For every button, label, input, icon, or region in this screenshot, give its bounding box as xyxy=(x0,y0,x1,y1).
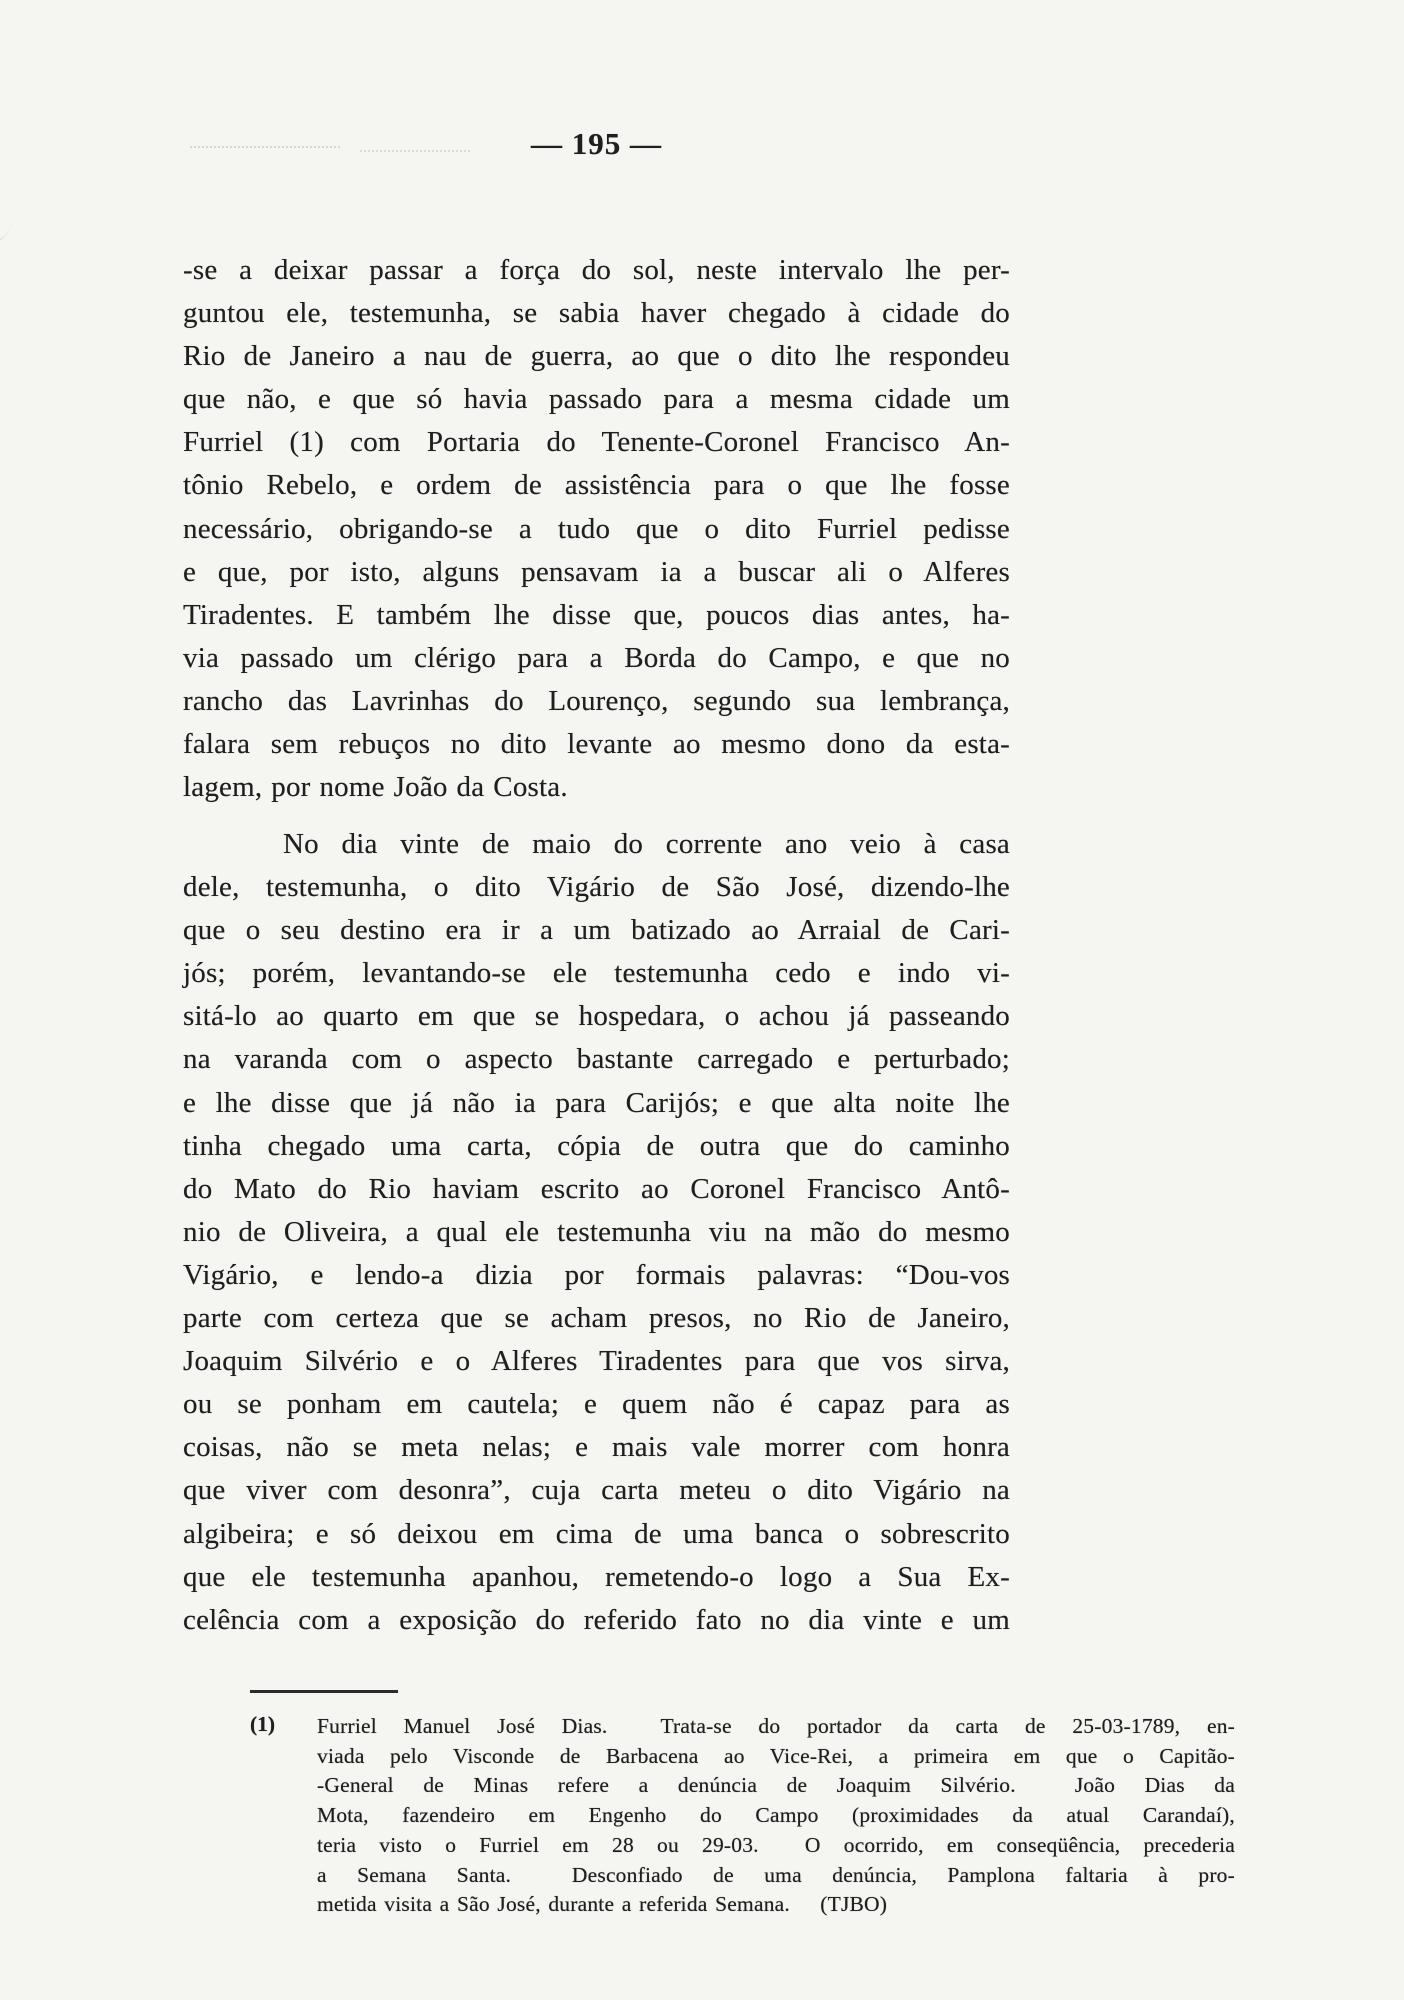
text-line: Furriel Manuel José Dias. Trata-se do portador da carta de 25-03-1789, en- xyxy=(317,1714,1235,1738)
text-line: Tiradentes. E também lhe disse que, poucos dias antes, ha- xyxy=(183,598,1010,631)
footnote-marker: (1) xyxy=(250,1712,276,1736)
text-line: na varanda com o aspecto bastante carregado e perturbado; xyxy=(183,1043,1010,1076)
text-line: Rio de Janeiro a nau de guerra, ao que o dito lhe respondeu xyxy=(183,340,1010,373)
text-line: lagem, por nome João da Costa. xyxy=(183,771,568,804)
text-line: viada pelo Visconde de Barbacena ao Vice-Rei, a primeira em que o Capitão- xyxy=(317,1743,1235,1768)
body-paragraph-1 xyxy=(183,249,1010,809)
text-line: que ele testemunha apanhou, remetendo-o logo a Sua Ex- xyxy=(183,1560,1010,1593)
body-paragraph-2 xyxy=(183,823,1010,1642)
text-line: guntou ele, testemunha, se sabia haver chegado à cidade do xyxy=(183,297,1010,330)
text-line: via passado um clérigo para a Borda do Campo, e que no xyxy=(183,641,1010,674)
text-line: celência com a exposição do referido fato no dia vinte e um xyxy=(183,1603,1010,1636)
text-line: necessário, obrigando-se a tudo que o dito Furriel pedisse xyxy=(183,512,1010,545)
text-line: -se a deixar passar a força do sol, neste intervalo lhe per- xyxy=(183,254,1010,286)
text-line: falara sem rebuços no dito levante ao mesmo dono da esta- xyxy=(183,728,1010,761)
text-line: do Mato do Rio haviam escrito ao Coronel Francisco Antô- xyxy=(183,1172,1010,1205)
text-line: No dia vinte de maio do corrente ano veio à casa xyxy=(283,828,1010,860)
text-line: Furriel (1) com Portaria do Tenente-Coronel Francisco An- xyxy=(183,426,1010,459)
text-line: Mota, fazendeiro em Engenho do Campo (proximidades da atual Carandaí), xyxy=(317,1803,1235,1828)
text-line: rancho das Lavrinhas do Lourenço, segundo sua lembrança, xyxy=(183,684,1010,717)
text-line: metida visita a São José, durante a referida Semana. (TJBO) xyxy=(317,1892,888,1917)
text-line: tônio Rebelo, e ordem de assistência para o que lhe fosse xyxy=(183,469,1010,502)
text-line: ou se ponham em cautela; e quem não é capaz para as xyxy=(183,1388,1010,1421)
text-line: parte com certeza que se acham presos, no Rio de Janeiro, xyxy=(183,1302,1010,1335)
text-line: teria visto o Furriel em 28 ou 29-03. O ocorrido, em conseqüência, precederia xyxy=(317,1832,1235,1857)
text-line: tinha chegado uma carta, cópia de outra que do caminho xyxy=(183,1129,1010,1162)
footnote-text xyxy=(317,1712,1235,1920)
text-line: que não, e que só havia passado para a mesma cidade um xyxy=(183,383,1010,416)
text-line: Joaquim Silvério e o Alferes Tiradentes para que vos sirva, xyxy=(183,1345,1010,1378)
footnote-separator-rule xyxy=(250,1690,398,1693)
margin-pen-mark xyxy=(0,185,22,247)
text-line: algibeira; e só deixou em cima de uma banca o sobrescrito xyxy=(183,1517,1010,1550)
text-line: dele, testemunha, o dito Vigário de São José, dizendo-lhe xyxy=(183,871,1010,904)
text-line: e que, por isto, alguns pensavam ia a buscar ali o Alferes xyxy=(183,555,1010,588)
text-line: nio de Oliveira, a qual ele testemunha viu na mão do mesmo xyxy=(183,1215,1010,1248)
text-line: a Semana Santa. Desconfiado de uma denúncia, Pamplona faltaria à pro- xyxy=(317,1862,1235,1887)
page-number: — 195 — xyxy=(531,126,662,161)
text-line: jós; porém, levantando-se ele testemunha cedo e indo vi- xyxy=(183,957,1010,990)
text-line: que viver com desonra”, cuja carta meteu o dito Vigário na xyxy=(183,1474,1010,1507)
text-line: sitá-lo ao quarto em que se hospedara, o achou já passeando xyxy=(183,1000,1010,1033)
text-line: que o seu destino era ir a um batizado ao Arraial de Cari- xyxy=(183,914,1010,947)
text-line: coisas, não se meta nelas; e mais vale morrer com honra xyxy=(183,1431,1010,1464)
text-line: Vigário, e lendo-a dizia por formais palavras: “Dou-vos xyxy=(183,1258,1010,1291)
text-line: -General de Minas refere a denúncia de Joaquim Silvério. João Dias da xyxy=(317,1773,1235,1798)
text-line: e lhe disse que já não ia para Carijós; e que alta noite lhe xyxy=(183,1086,1010,1119)
